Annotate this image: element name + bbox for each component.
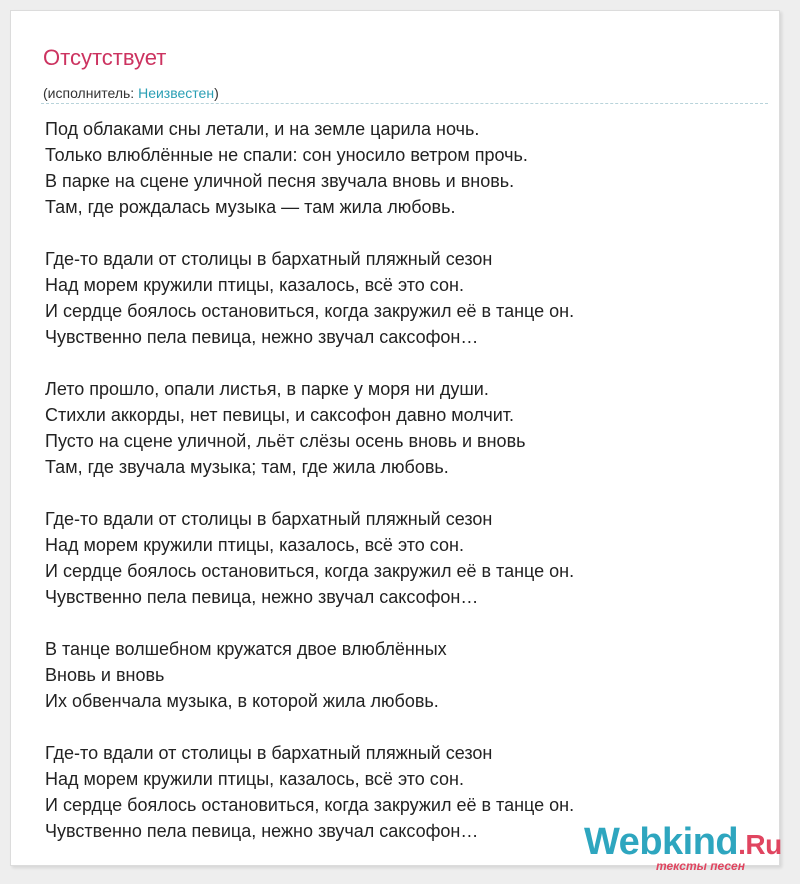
lyrics-line: Где-то вдали от столицы в бархатный пляжный сезон bbox=[45, 743, 493, 763]
lyrics-line: Стихли аккорды, нет певицы, и саксофон давно молчит. bbox=[45, 405, 515, 425]
lyrics-line: Над морем кружили птицы, казалось, всё это сон. bbox=[45, 535, 464, 555]
lyrics-line: Их обвенчала музыка, в которой жила любовь. bbox=[45, 691, 439, 711]
logo-tagline: тексты песен bbox=[656, 859, 745, 873]
artist-line bbox=[43, 84, 219, 102]
lyrics-line: Над морем кружили птицы, казалось, всё это сон. bbox=[45, 769, 464, 789]
logo-domain-text: .Ru bbox=[738, 829, 782, 860]
lyrics-stanza bbox=[45, 246, 765, 350]
lyrics-line: Только влюблённые не спали: сон уносило ветром прочь. bbox=[45, 145, 528, 165]
lyrics-line: Где-то вдали от столицы в бархатный пляжный сезон bbox=[45, 249, 493, 269]
lyrics-line: В танце волшебном кружатся двое влюблённых bbox=[45, 639, 447, 659]
lyrics-stanza bbox=[45, 506, 765, 610]
lyrics-line: Лето прошло, опали листья, в парке у моря ни души. bbox=[45, 379, 489, 399]
lyrics-line: Под облаками сны летали, и на земле царила ночь. bbox=[45, 119, 480, 139]
title-divider bbox=[41, 103, 768, 104]
lyrics-line: Вновь и вновь bbox=[45, 665, 165, 685]
lyrics-line: Чувственно пела певица, нежно звучал саксофон… bbox=[45, 821, 479, 841]
lyrics-line: Чувственно пела певица, нежно звучал саксофон… bbox=[45, 587, 479, 607]
artist-suffix: ) bbox=[214, 85, 219, 101]
lyrics-line: Там, где звучала музыка; там, где жила любовь. bbox=[45, 457, 449, 477]
artist-link[interactable]: Неизвестен bbox=[138, 85, 215, 101]
lyrics-line: Там, где рождалась музыка — там жила любовь. bbox=[45, 197, 456, 217]
lyrics-line: И сердце боялось остановиться, когда закружил её в танце он. bbox=[45, 301, 575, 321]
lyrics-line: И сердце боялось остановиться, когда закружил её в танце он. bbox=[45, 561, 575, 581]
lyrics-stanza bbox=[45, 636, 765, 714]
artist-prefix: (исполнитель: bbox=[43, 85, 139, 101]
lyrics-line: Пусто на сцене уличной, льёт слёзы осень вновь и вновь bbox=[45, 431, 526, 451]
lyrics-line: Где-то вдали от столицы в бархатный пляжный сезон bbox=[45, 509, 493, 529]
webkind-logo[interactable] bbox=[584, 821, 784, 871]
song-title: Отсутствует bbox=[43, 45, 167, 70]
lyrics-card bbox=[10, 10, 782, 873]
lyrics-body bbox=[45, 116, 765, 870]
lyrics-line: Чувственно пела певица, нежно звучал саксофон… bbox=[45, 327, 479, 347]
lyrics-stanza bbox=[45, 376, 765, 480]
lyrics-stanza bbox=[45, 116, 765, 220]
logo-main-text: Webkind bbox=[584, 821, 739, 863]
lyrics-line: Над морем кружили птицы, казалось, всё это сон. bbox=[45, 275, 464, 295]
lyrics-line: И сердце боялось остановиться, когда закружил её в танце он. bbox=[45, 795, 575, 815]
lyrics-line: В парке на сцене уличной песня звучала вновь и вновь. bbox=[45, 171, 515, 191]
